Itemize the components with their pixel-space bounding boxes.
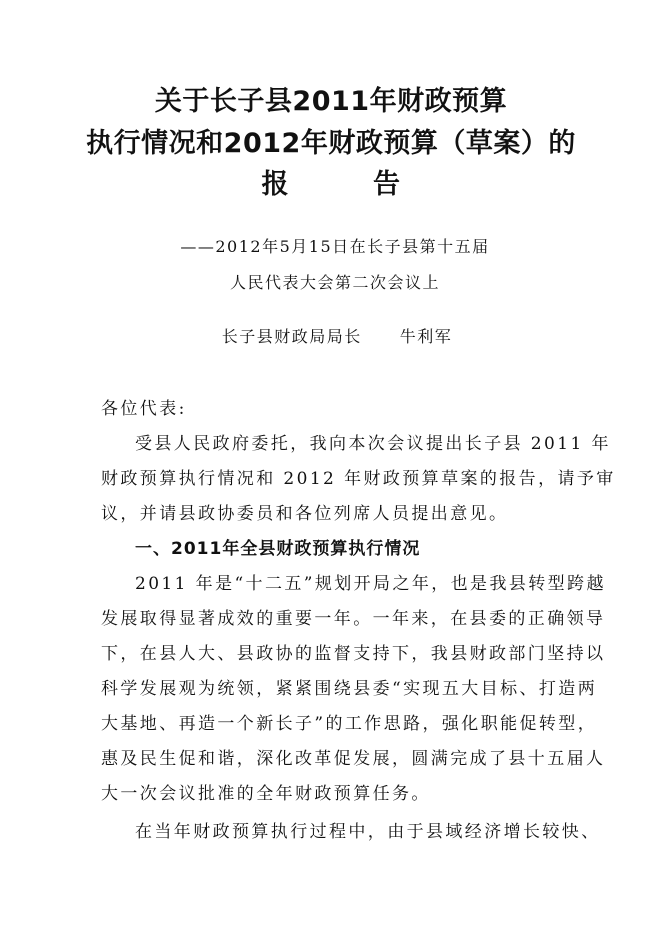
report-title-line-1: 关于长子县2011年财政预算 [154,86,508,117]
paragraph-2-line-4: 科学发展观为统领，紧紧围绕县委“实现五大目标、打造两 [101,679,598,699]
report-title-line-3 [0,168,662,202]
paragraph-2-line-1: 2011 年是“十二五”规划开局之年，也是我县转型跨越 [135,574,606,594]
salutation: 各位代表: [101,399,187,419]
paragraph-2-line-2: 发展取得显著成效的重要一年。一年来，在县委的正确领导 [101,609,606,629]
report-title-line-2: 执行情况和2012年财政预算（草案）的 [86,128,576,159]
report-title-char-gao: 告 [373,169,401,200]
meeting-name-line: 人民代表大会第二次会议上 [229,273,440,292]
paragraph-1-line-1: 受县人民政府委托，我向本次会议提出长子县 2011 年 [135,434,611,454]
paragraph-1-line-2: 财政预算执行情况和 2012 年财政预算草案的报告，请予审 [101,469,616,489]
paragraph-2-line-3: 下，在县人大、县政协的监督支持下，我县财政部门坚持以 [101,644,606,664]
paragraph-3-line-1: 在当年财政预算执行过程中，由于县域经济增长较快、 [135,822,601,842]
author-line [6,325,662,349]
report-title-char-bao: 报 [261,169,289,200]
author-title: 长子县财政局局长 [221,327,362,346]
paragraph-2-line-7: 大一次会议批准的全年财政预算任务。 [101,784,431,804]
meeting-date-line: ——2012年5月15日在长子县第十五届 [180,237,490,256]
author-name: 牛利军 [399,327,453,346]
paragraph-2-line-5: 大基地、再造一个新长子”的工作思路，强化职能促转型， [101,714,598,734]
paragraph-1-line-3: 议，并请县政协委员和各位列席人员提出意见。 [101,504,509,524]
paragraph-2-line-6: 惠及民生促和谐，深化改革促发展，圆满完成了县十五届人 [101,749,606,769]
section-1-heading: 一、2011年全县财政预算执行情况 [135,539,421,559]
